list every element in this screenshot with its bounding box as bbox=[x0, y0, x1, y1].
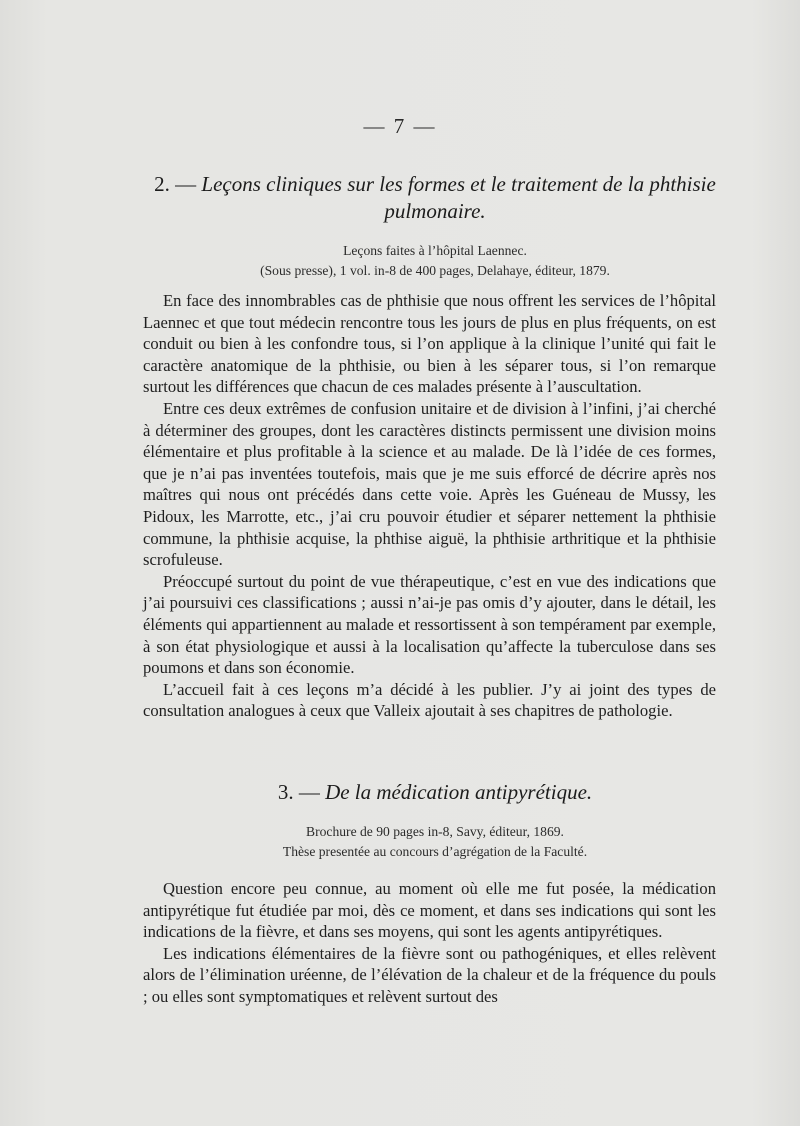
section-2-meta-line: Leçons faites à l’hôpital Laennec. bbox=[343, 243, 527, 258]
section-3-publication-info bbox=[140, 822, 730, 861]
section-2-heading bbox=[150, 171, 720, 225]
paragraph: Préoccupé surtout du point de vue thérapeutique, c’est en vue des indications que j’ai poursuivi ces classifications ; aussi n’ai-je pas omis d’y ajouter, dans le détail, les éléments qui appartiennent au malade et ressortissent à son tempérament par exemple, à son état physiologique et aussi à la localisation qu’affecte la tuberculose dans ses poumons et dans son économie. bbox=[143, 571, 716, 678]
section-2-publication-info bbox=[140, 241, 730, 280]
section-2-title: Leçons cliniques sur les formes et le traitement de la phthisie pulmonaire. bbox=[201, 172, 716, 223]
paragraph: En face des innombrables cas de phthisie que nous offrent les services de l’hôpital Laennec et que tout médecin rencontre tous les jours de plus en plus fréquents, on est conduit ou bien à les confondre tous, si l’on applique à la clinique l’unité qui fait le caractère anatomique de la phthisie, ou bien à les séparer tous, si l’on remarque surtout les différences que chacun de ces malades présente à l’auscultation. bbox=[143, 291, 716, 397]
section-3-heading bbox=[150, 779, 720, 806]
paragraph: Question encore peu connue, au moment où elle me fut posée, la médication antipyrétique fut étudiée par moi, dès ce moment, et dans ses indications qui sont les indications de la fièvre, et dans ses moyens, qui sont les agents antipyrétiques. bbox=[143, 879, 716, 942]
section-3-meta-line: Brochure de 90 pages in-8, Savy, éditeur, 1869. bbox=[306, 824, 564, 839]
section-3-title: De la médication antipyrétique. bbox=[325, 780, 593, 804]
section-3-meta-line: Thèse presentée au concours d’agrégation de la Faculté. bbox=[282, 843, 588, 859]
paragraph: Les indications élémentaires de la fièvre sont ou pathogéniques, et elles relèvent alors de l’élimination uréenne, de l’élévation de la chaleur et de la fréquence du pouls ; ou elles sont symptomatiques et relèvent surtout des bbox=[143, 943, 716, 1006]
section-2-number: 2. — bbox=[154, 172, 197, 196]
section-3-body bbox=[143, 878, 716, 1008]
paragraph: Entre ces deux extrêmes de confusion unitaire et de division à l’infini, j’ai cherché à déterminer des groupes, dont les caractères distincts permissent une division moins élémentaire et plus profitable à la science et au malade. De là l’idée de ces formes, que je n’ai pas inventées toutefois, mais que je me suis efforcé de décrire après nos maîtres qui nous ont précédés dans cette voie. Après les Guéneau de Mussy, les Pidoux, les Marrotte, etc., j’ai cru pouvoir étudier et séparer nettement la phthisie commune, la phthisie acquise, la phthise aiguë, la phthisie arthritique et la phthisie scrofuleuse. bbox=[143, 398, 716, 570]
section-3-number: 3. — bbox=[277, 780, 320, 804]
page-number: — 7 — bbox=[363, 114, 437, 138]
paragraph: L’accueil fait à ces leçons m’a décidé à les publier. J’y ai joint des types de consultation analogues à ceux que Valleix ajoutait à ses chapitres de pathologie. bbox=[143, 679, 716, 721]
section-2-body bbox=[143, 290, 716, 722]
section-2-meta-line: (Sous presse), 1 vol. in-8 de 400 pages, Delahaye, éditeur, 1879. bbox=[260, 262, 610, 278]
